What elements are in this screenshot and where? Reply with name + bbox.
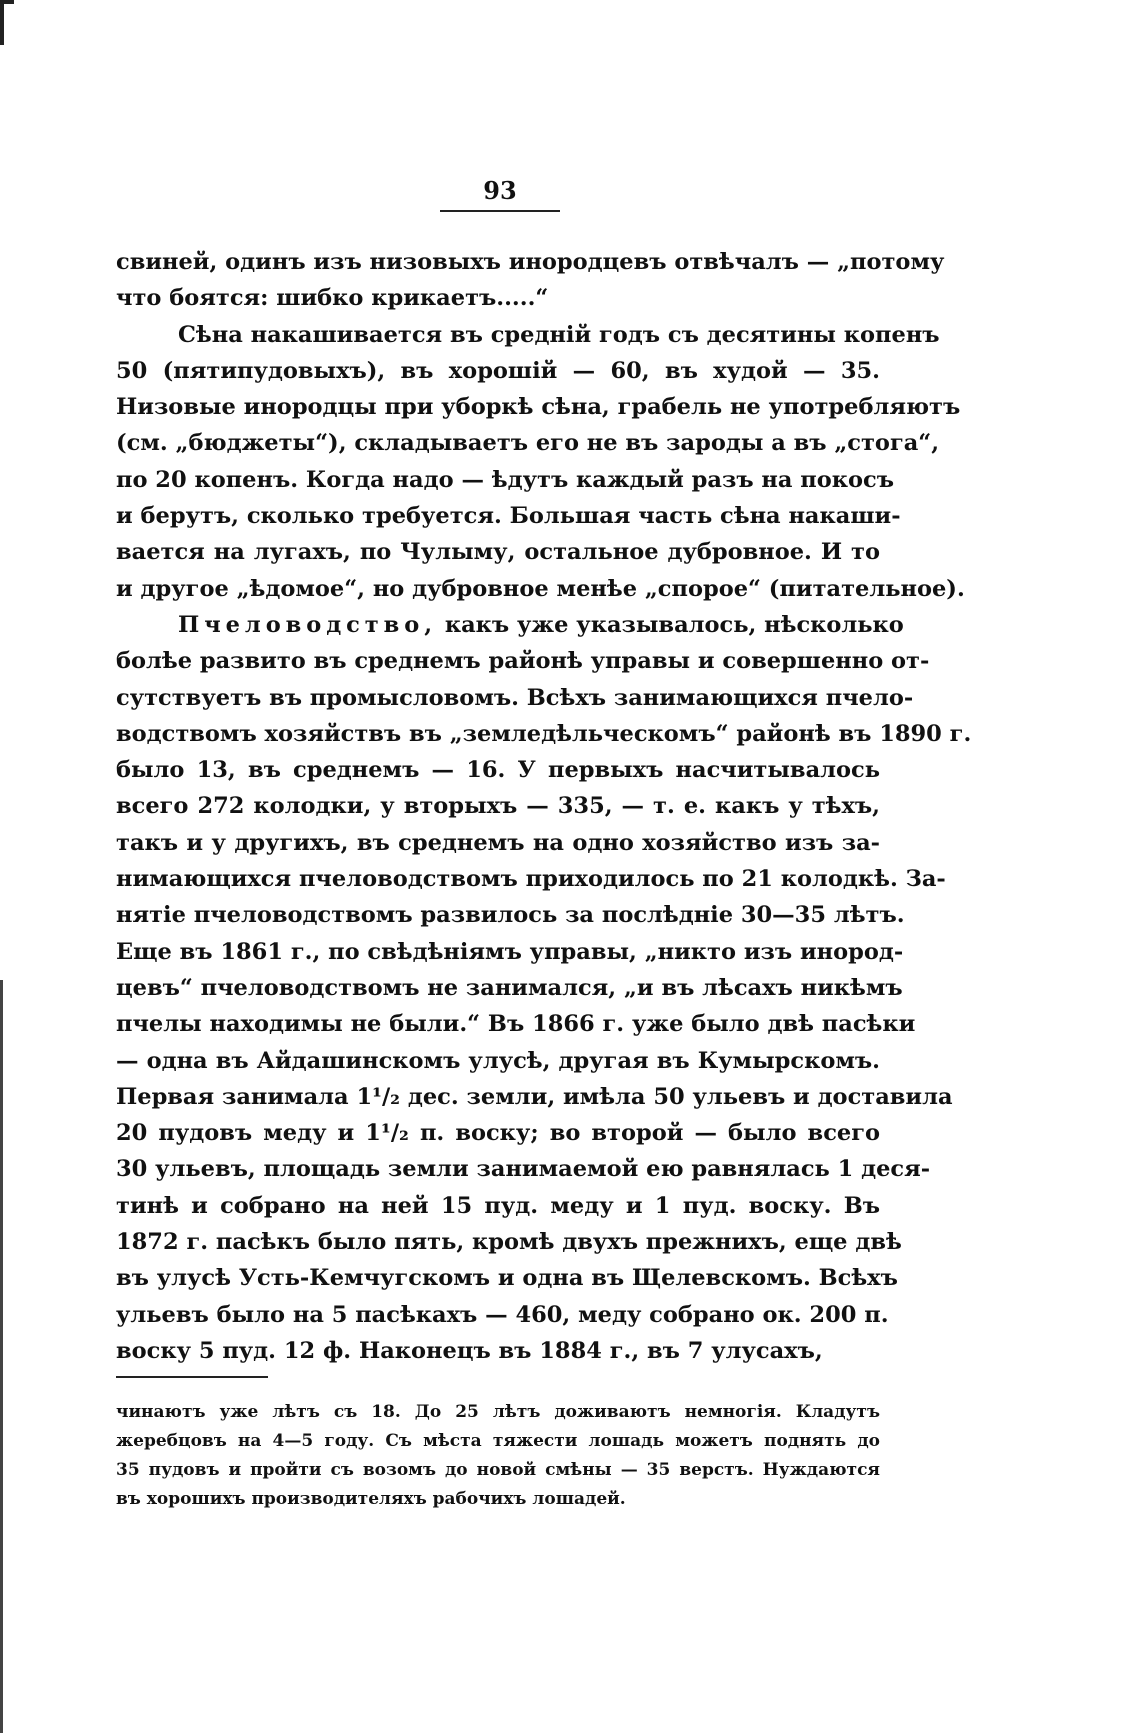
text-line: ульевъ было на 5 пасѣкахъ — 460, меду собрано ок. 200 п.	[116, 1301, 889, 1328]
text-line: свиней, одинъ изъ низовыхъ инородцевъ отвѣчалъ — „потому	[116, 249, 945, 275]
text-line: 30 ульевъ, площадь земли занимаемой ею равнялась 1 деся-	[116, 1156, 931, 1183]
footnote-rule	[116, 1376, 268, 1378]
text-line: и другое „ѣдомое“, но дубровное менѣе „спорое“ (питательное).	[116, 575, 965, 602]
text-line: что боятся: шибко крикаетъ.....“	[116, 285, 549, 312]
text-line: 1872 г. пасѣкъ было пять, кромѣ двухъ прежнихъ, еще двѣ	[116, 1229, 902, 1256]
text-line: Сѣна накашивается въ среднiй годъ съ десятины копенъ	[178, 321, 940, 348]
text-line: вается на лугахъ, по Чулыму, остальное дубровное. И то	[116, 539, 880, 566]
text-line: — одна въ Айдашинскомъ улусѣ, другая въ Кумырскомъ.	[116, 1047, 880, 1074]
page-number: 93	[483, 176, 517, 205]
text-line: сутствуетъ въ промысловомъ. Всѣхъ занимающихся пчело-	[116, 684, 914, 711]
footnote-line: 35 пудовъ и пройти съ возомъ до новой смѣны — 35 верстъ. Нуждаются	[116, 1460, 880, 1480]
text-line: (см. „бюджеты“), складываетъ его не въ зароды а въ „стога“,	[116, 430, 940, 457]
body-text	[116, 244, 972, 1369]
text-line: было 13, въ среднемъ — 16. У первыхъ насчитывалось	[116, 757, 880, 784]
text-line: тинѣ и собрано на ней 15 пуд. меду и 1 пуд. воску. Въ	[116, 1192, 880, 1219]
scan-edge-mark	[0, 0, 4, 45]
text-line: 20 пудовъ меду и 1¹/₂ п. воску; во второй — было всего	[116, 1120, 880, 1147]
footnote-line: жеребцовъ на 4—5 году. Съ мѣста тяжести лошадь можетъ поднять до	[116, 1431, 880, 1451]
text-line: и берутъ, сколько требуется. Большая часть сѣна накаши-	[116, 503, 901, 530]
footnote-line: чинаютъ уже лѣтъ съ 18. До 25 лѣтъ доживаютъ немногiя. Кладутъ	[116, 1402, 880, 1422]
text-line: нятiе пчеловодствомъ развилось за послѣднiе 30—35 лѣтъ.	[116, 902, 905, 929]
text-line: Низовые инородцы при уборкѣ сѣна, грабель не употребляютъ	[116, 394, 961, 421]
text-line: цевъ“ пчеловодствомъ не занимался, „и въ лѣсахъ никѣмъ	[116, 974, 903, 1001]
footnote-line: въ хорошихъ производителяхъ рабочихъ лошадей.	[116, 1489, 626, 1509]
text-line: болѣе развито въ среднемъ районѣ управы и совершенно от-	[116, 648, 930, 675]
text-line: въ улусѣ Усть-Кемчугскомъ и одна въ Щелевскомъ. Всѣхъ	[116, 1265, 898, 1292]
text-line: такъ и у другихъ, въ среднемъ на одно хозяйство изъ за-	[116, 829, 880, 856]
text-line: по 20 копенъ. Когда надо — ѣдутъ каждый разъ на покосъ	[116, 466, 894, 493]
text-line: водствомъ хозяйствъ въ „земледѣльческомъ“ районѣ въ 1890 г.	[116, 720, 972, 747]
spaced-emphasis: Пчеловодство,	[178, 611, 438, 638]
text-line: Еще въ 1861 г., по свѣдѣнiямъ управы, „никто изъ инород-	[116, 938, 904, 965]
text-line: 50 (пятипудовыхъ), въ хорошiй — 60, въ худой — 35.	[116, 357, 880, 384]
text-line: всего 272 колодки, у вторыхъ — 335, — т. е. какъ у тѣхъ,	[116, 793, 880, 820]
footnotes	[116, 1398, 880, 1514]
text-line: Первая занимала 1¹/₂ дес. земли, имѣла 50 ульевъ и доставила	[116, 1083, 953, 1110]
scan-edge-mark	[0, 0, 14, 4]
text-line: пчелы находимы не были.“ Въ 1866 г. уже было двѣ пасѣки	[116, 1011, 916, 1038]
text-line: нимающихся пчеловодствомъ приходилось по 21 колодкѣ. За-	[116, 866, 946, 893]
line-text: какъ уже указывалось, нѣсколько	[437, 611, 904, 638]
text-line	[116, 607, 904, 643]
scan-edge-mark	[0, 980, 3, 1733]
page-number-rule	[440, 210, 560, 212]
text-line: воску 5 пуд. 12 ф. Наконецъ въ 1884 г., въ 7 улусахъ,	[116, 1337, 823, 1364]
